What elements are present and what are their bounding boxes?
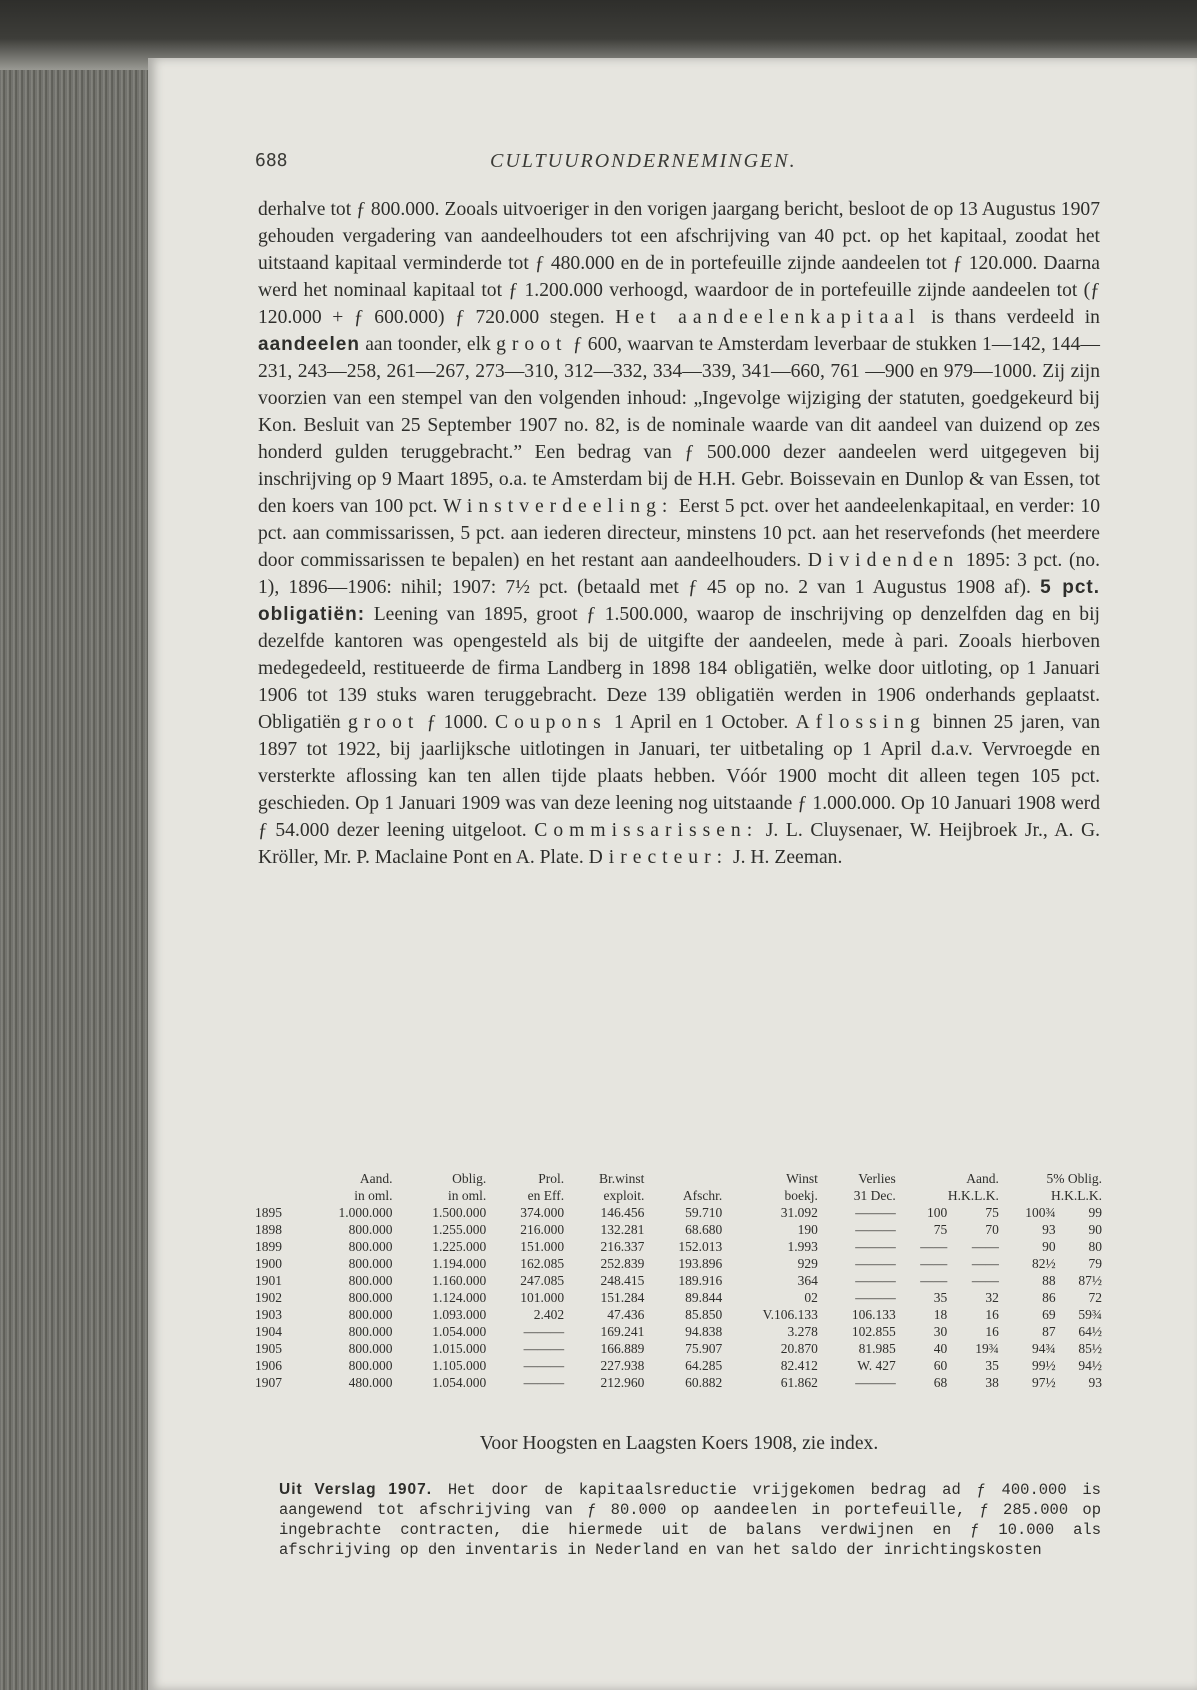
table-cell: 480.000 bbox=[348, 1375, 393, 1390]
table-cell: ——— bbox=[855, 1205, 896, 1220]
text-segment: is thans verdeeld in bbox=[931, 307, 1100, 328]
table-cell: 1.993 bbox=[787, 1239, 818, 1254]
table-cell: 169.241 bbox=[600, 1324, 645, 1339]
table-cell: 1.093.000 bbox=[432, 1307, 487, 1322]
table-cell: 800.000 bbox=[348, 1307, 393, 1322]
table-cell: ——— bbox=[855, 1222, 896, 1237]
table-cell: 3.278 bbox=[787, 1324, 818, 1339]
table-body bbox=[255, 1204, 1105, 1391]
text-segment: J. H. Zeeman. bbox=[732, 847, 843, 868]
table-cell: 193.896 bbox=[678, 1256, 723, 1271]
table-cell: 93 bbox=[1088, 1375, 1102, 1390]
table-cell: 1.054.000 bbox=[432, 1375, 487, 1390]
page-number: 688 bbox=[255, 150, 288, 171]
table-cell: 30 bbox=[933, 1324, 948, 1339]
table-cell: ——— bbox=[855, 1256, 896, 1271]
table-cell: 89.844 bbox=[685, 1290, 723, 1305]
table-cell: 1.015.000 bbox=[432, 1341, 487, 1356]
page-header bbox=[255, 150, 1115, 180]
table-cell: 800.000 bbox=[348, 1256, 393, 1271]
table-cell: 68.680 bbox=[685, 1222, 723, 1237]
table-cell: —— bbox=[971, 1273, 999, 1288]
table-cell: 94.838 bbox=[685, 1324, 723, 1339]
year-cell: 1900 bbox=[255, 1256, 282, 1271]
table-cell: 75.907 bbox=[685, 1341, 723, 1356]
table-row bbox=[255, 1323, 1105, 1340]
table-cell: —— bbox=[920, 1239, 948, 1254]
text-segment: 1895: 3 pct. (no. 1), 1896—1906: nihil; 1907: 7½ pct. (betaald met ƒ 45 op no. 2 van 1 Augustus 1908 af). bbox=[258, 550, 1100, 598]
table-cell: 189.916 bbox=[678, 1273, 723, 1288]
spaced-heading: groot bbox=[496, 334, 568, 355]
table-cell: 151.284 bbox=[600, 1290, 645, 1305]
year-cell: 1895 bbox=[255, 1205, 282, 1220]
table-cell: 252.839 bbox=[600, 1256, 645, 1271]
table-cell: 85½ bbox=[1078, 1341, 1102, 1356]
bold-heading: aandeelen bbox=[258, 334, 360, 355]
table-cell: 99½ bbox=[1032, 1358, 1056, 1373]
table-cell: 100 bbox=[927, 1205, 948, 1220]
table-cell: 60 bbox=[933, 1358, 948, 1373]
table-cell: 800.000 bbox=[348, 1222, 393, 1237]
table-row bbox=[255, 1357, 1105, 1374]
table-cell: 227.938 bbox=[600, 1358, 645, 1373]
table-row bbox=[255, 1204, 1105, 1221]
table-cell: 800.000 bbox=[348, 1290, 393, 1305]
table-cell: 85.850 bbox=[685, 1307, 723, 1322]
table-cell: 75 bbox=[985, 1205, 999, 1220]
table-cell: ——— bbox=[523, 1324, 565, 1339]
table-cell: —— bbox=[920, 1256, 948, 1271]
financial-table bbox=[255, 1170, 1105, 1391]
table-cell: 59¾ bbox=[1078, 1307, 1102, 1322]
table-cell: 35 bbox=[933, 1290, 948, 1305]
table-cell: 152.013 bbox=[678, 1239, 723, 1254]
table-cell: 88 bbox=[1042, 1273, 1056, 1288]
table-cell: ——— bbox=[855, 1375, 896, 1390]
body-paragraph bbox=[258, 196, 1100, 871]
column-header bbox=[647, 1170, 725, 1187]
table-cell: 75 bbox=[933, 1222, 948, 1237]
table-cell: 364 bbox=[797, 1273, 818, 1288]
table-cell: 216.337 bbox=[600, 1239, 645, 1254]
table-cell: 162.085 bbox=[520, 1256, 565, 1271]
column-header: Aand. bbox=[359, 1171, 393, 1186]
spaced-heading: Aflossing bbox=[795, 712, 926, 733]
table-cell: 106.133 bbox=[851, 1307, 896, 1322]
text-segment: derhalve tot ƒ 800.000. Zooals uitvoeriger in den vorigen jaargang bericht, besloot de op 13 Augustus 1907 gehouden vergadering van aandeelhouders tot een afschrijving van 40 pct. op het kapitaal, zoodat het uitstaand kapitaal verminderde tot ƒ 480.000 en de in portefeuille zijnde aandeelen tot ƒ 120.000. Daarna werd het nominaal kapitaal tot ƒ 1.200.000 verhoogd, waardoor de in portefeuille zijnde aandeelen tot (ƒ 120.000 + ƒ 600.000) ƒ 720.000 stegen. bbox=[258, 199, 1100, 328]
table-cell: 94¾ bbox=[1032, 1341, 1056, 1356]
column-header: boekj. bbox=[784, 1188, 818, 1203]
table-row bbox=[255, 1374, 1105, 1391]
text-segment: Eerst 5 pct. over het aandeelenkapitaal, en verder: 10 pct. aan commissarissen, 5 pct. aan iederen directeur, minstens 10 pct. aan het reservefonds (het meerdere door commissarissen te bepalen) en het restant aan aandeelhouders. bbox=[258, 496, 1101, 571]
table-cell: 79 bbox=[1088, 1256, 1102, 1271]
table-row bbox=[255, 1272, 1105, 1289]
column-header bbox=[255, 1170, 302, 1187]
table-cell: 151.000 bbox=[520, 1239, 565, 1254]
spaced-heading: Dividenden bbox=[807, 550, 960, 571]
spaced-heading: groot bbox=[347, 712, 420, 733]
table-cell: 102.855 bbox=[851, 1324, 896, 1339]
table-cell: 61.862 bbox=[780, 1375, 818, 1390]
spaced-heading: Commissarissen: bbox=[534, 820, 759, 841]
table-cell: 90 bbox=[1088, 1222, 1102, 1237]
table-cell: 47.436 bbox=[607, 1307, 645, 1322]
table-cell: 70 bbox=[985, 1222, 999, 1237]
table-cell: ——— bbox=[855, 1290, 896, 1305]
table-cell: 02 bbox=[804, 1290, 818, 1305]
table-cell: W. 427 bbox=[857, 1358, 896, 1373]
table-cell: 1.225.000 bbox=[432, 1239, 487, 1254]
table-cell: 99 bbox=[1088, 1205, 1102, 1220]
year-cell: 1902 bbox=[255, 1290, 282, 1305]
table-cell: 800.000 bbox=[348, 1273, 393, 1288]
table-cell: 86 bbox=[1042, 1290, 1056, 1305]
column-header: Aand. bbox=[966, 1171, 999, 1186]
table-cell: 2.402 bbox=[533, 1307, 565, 1322]
table-cell: 1.124.000 bbox=[432, 1290, 487, 1305]
book-page-edges bbox=[0, 0, 150, 1690]
table-cell: 146.456 bbox=[600, 1205, 645, 1220]
year-cell: 1907 bbox=[255, 1375, 282, 1390]
table-cell: 59.710 bbox=[685, 1205, 723, 1220]
table-cell: 87 bbox=[1042, 1324, 1056, 1339]
table-cell: 16 bbox=[985, 1307, 999, 1322]
text-segment: Leening van 1895, groot ƒ 1.500.000, waarop de inschrijving op denzelfden dag en bij dezelfde kantoren was opengesteld als bij de uitgifte der aandeelen, mede à pari. Zooals hierboven medegedeeld, restitueerde de firma Landberg in 1898 184 obligatiën, welke door uitloting, op 1 Januari 1906 tot 139 stuks waren teruggebracht. Deze 139 obligatiën werden in 1906 onderhands geplaatst. Obligatiën bbox=[258, 604, 1100, 733]
table-cell: 31.092 bbox=[780, 1205, 818, 1220]
column-header: Winst bbox=[786, 1171, 818, 1186]
table-row bbox=[255, 1340, 1105, 1357]
table-cell: 35 bbox=[985, 1358, 999, 1373]
table-cell: ——— bbox=[855, 1273, 896, 1288]
table-cell: 60.882 bbox=[685, 1375, 723, 1390]
table-cell: 81.985 bbox=[858, 1341, 896, 1356]
verslag-paragraph bbox=[279, 1480, 1101, 1560]
table-cell: 101.000 bbox=[520, 1290, 565, 1305]
table-cell: 64.285 bbox=[685, 1358, 723, 1373]
table-cell: 1.255.000 bbox=[432, 1222, 487, 1237]
table-cell: —— bbox=[971, 1239, 999, 1254]
table-row bbox=[255, 1255, 1105, 1272]
table-cell: 97½ bbox=[1032, 1375, 1056, 1390]
text-segment: binnen 25 jaren, van 1897 tot 1922, bij jaarlijksche uitlotingen in Januari, ter uitbetaling op 1 April d.a.v. Vervroegde en versterkte aflossing kan ten allen tijde plaats hebben. Vóór 1900 mocht dit alleen tegen 105 pct. geschieden. Op 1 Januari 1909 was van deze leening nog uitstaande ƒ 1.000.000. Op 10 Januari 1908 werd ƒ 54.000 dezer leening uitgeloot. bbox=[258, 712, 1101, 841]
table-cell: ——— bbox=[523, 1341, 565, 1356]
table-cell: 20.870 bbox=[780, 1341, 818, 1356]
table-row bbox=[255, 1306, 1105, 1323]
verslag-heading: Uit Verslag 1907. bbox=[279, 1481, 433, 1498]
year-cell: 1906 bbox=[255, 1358, 282, 1373]
table-cell: 212.960 bbox=[600, 1375, 645, 1390]
table-cell: 80 bbox=[1088, 1239, 1102, 1254]
column-header: H.K.L.K. bbox=[1051, 1188, 1102, 1203]
table-cell: 800.000 bbox=[348, 1341, 393, 1356]
table-cell: 64½ bbox=[1078, 1324, 1102, 1339]
column-header: 5% Oblig. bbox=[1046, 1171, 1102, 1186]
text-segment: 1 April en 1 October. bbox=[613, 712, 789, 733]
verslag-text: Het door de kapitaalsreductie vrijgekomen bedrag ad ƒ 400.000 is aangewend tot afschrijving van ƒ 80.000 op aandeelen in portefeuille, ƒ 285.000 op ingebrachte contracten, die hiermede uit de balans verdwijnen en ƒ 10.000 als afschrijving op den inventaris in Nederland en van het saldo der inrichtingskosten bbox=[279, 1481, 1101, 1559]
column-header: exploit. bbox=[603, 1188, 645, 1203]
table-cell: 929 bbox=[797, 1256, 818, 1271]
text-segment: aan toonder, elk bbox=[365, 334, 491, 355]
column-header: H.K.L.K. bbox=[947, 1188, 999, 1203]
year-cell: 1898 bbox=[255, 1222, 282, 1237]
table-cell: 100¾ bbox=[1025, 1205, 1056, 1220]
column-header: Verlies bbox=[858, 1171, 896, 1186]
spaced-heading: Coupons bbox=[495, 712, 607, 733]
column-header: Br.winst bbox=[598, 1171, 645, 1186]
table-cell: 1.500.000 bbox=[432, 1205, 487, 1220]
table-cell: 82.412 bbox=[780, 1358, 818, 1373]
table-cell: 94½ bbox=[1078, 1358, 1102, 1373]
text-segment: J. L. Cluysenaer, W. Heijbroek Jr., A. G. Kröller, Mr. P. Maclaine Pont en A. Plate. bbox=[258, 820, 1100, 868]
table-cell: 800.000 bbox=[348, 1358, 393, 1373]
table-cell: 216.000 bbox=[520, 1222, 565, 1237]
table-cell: 132.281 bbox=[600, 1222, 645, 1237]
column-header: in oml. bbox=[354, 1188, 393, 1203]
table-cell: 93 bbox=[1042, 1222, 1056, 1237]
table-cell: 1.000.000 bbox=[338, 1205, 393, 1220]
table-row bbox=[255, 1238, 1105, 1255]
running-title: CULTUURONDERNEMINGEN. bbox=[490, 150, 797, 172]
year-cell: 1901 bbox=[255, 1273, 282, 1288]
table-cell: 18 bbox=[933, 1307, 948, 1322]
table-cell: 16 bbox=[985, 1324, 999, 1339]
table-cell: 248.415 bbox=[600, 1273, 645, 1288]
table-cell: 1.054.000 bbox=[432, 1324, 487, 1339]
table-cell: 166.889 bbox=[600, 1341, 645, 1356]
table-cell: 87½ bbox=[1078, 1273, 1102, 1288]
spaced-heading: Directeur: bbox=[588, 847, 729, 868]
table-row bbox=[255, 1221, 1105, 1238]
table-cell: 247.085 bbox=[520, 1273, 565, 1288]
table-cell: 1.194.000 bbox=[432, 1256, 487, 1271]
table-header-row bbox=[255, 1187, 1105, 1204]
spaced-heading: Het aandeelenkapitaal bbox=[615, 307, 921, 328]
column-header: Oblig. bbox=[452, 1171, 487, 1186]
year-cell: 1899 bbox=[255, 1239, 282, 1254]
table-cell: 69 bbox=[1042, 1307, 1056, 1322]
table-row bbox=[255, 1289, 1105, 1306]
table-cell: 19¾ bbox=[975, 1341, 999, 1356]
bold-heading: 5 pct. obligatiën: bbox=[258, 577, 1100, 625]
column-header: Afschr. bbox=[682, 1188, 723, 1203]
table-cell: 38 bbox=[985, 1375, 999, 1390]
spaced-heading: Winstverdeeling: bbox=[443, 496, 674, 517]
table-cell: 82½ bbox=[1032, 1256, 1056, 1271]
text-segment: ƒ 600, waarvan te Amsterdam leverbaar de stukken 1—142, 144—231, 243—258, 261—267, 273—310, 312—332, 334—339, 341—660, 761 —900 en 979—1000. Zij zijn voorzien van een stempel van den volgenden inhoud: „Ingevolge wijziging der statuten, goedgekeurd bij Kon. Besluit van 25 September 1907 no. 82, is de nominale waarde van dit aandeel van duizend op zes honderd gulden teruggebracht.” Een bedrag van ƒ 500.000 dezer aandeelen werd uitgegeven bij inschrijving op 9 Maart 1895, o.a. te Amsterdam bij de H.H. Gebr. Boissevain en Dunlop & van Essen, tot den koers van 100 pct. bbox=[258, 334, 1100, 517]
year-cell: 1904 bbox=[255, 1324, 282, 1339]
koers-note: Voor Hoogsten en Laagsten Koers 1908, zie index. bbox=[479, 1433, 879, 1454]
year-cell: 1905 bbox=[255, 1341, 282, 1356]
table-cell: 1.160.000 bbox=[432, 1273, 487, 1288]
table-cell: —— bbox=[971, 1256, 999, 1271]
table-cell: 40 bbox=[933, 1341, 948, 1356]
table-cell: ——— bbox=[523, 1358, 565, 1373]
table-cell: 800.000 bbox=[348, 1239, 393, 1254]
column-header: in oml. bbox=[447, 1188, 487, 1203]
table-header-row bbox=[255, 1170, 1105, 1187]
table-cell: 374.000 bbox=[520, 1205, 565, 1220]
year-cell: 1903 bbox=[255, 1307, 282, 1322]
table-cell: ——— bbox=[523, 1375, 565, 1390]
table-cell: 90 bbox=[1042, 1239, 1056, 1254]
table-cell: —— bbox=[920, 1273, 948, 1288]
table-cell: V.106.133 bbox=[762, 1307, 818, 1322]
text-segment: ƒ 1000. bbox=[426, 712, 488, 733]
table-cell: 190 bbox=[797, 1222, 818, 1237]
table-cell: 68 bbox=[933, 1375, 948, 1390]
table-cell: ——— bbox=[855, 1239, 896, 1254]
column-header: en Eff. bbox=[527, 1188, 565, 1203]
column-header: Prol. bbox=[538, 1171, 565, 1186]
column-header: 31 Dec. bbox=[853, 1188, 896, 1203]
table-cell: 32 bbox=[985, 1290, 999, 1305]
table-cell: 72 bbox=[1088, 1290, 1102, 1305]
table-cell: 800.000 bbox=[348, 1324, 393, 1339]
column-header bbox=[255, 1187, 302, 1204]
table-cell: 1.105.000 bbox=[432, 1358, 487, 1373]
